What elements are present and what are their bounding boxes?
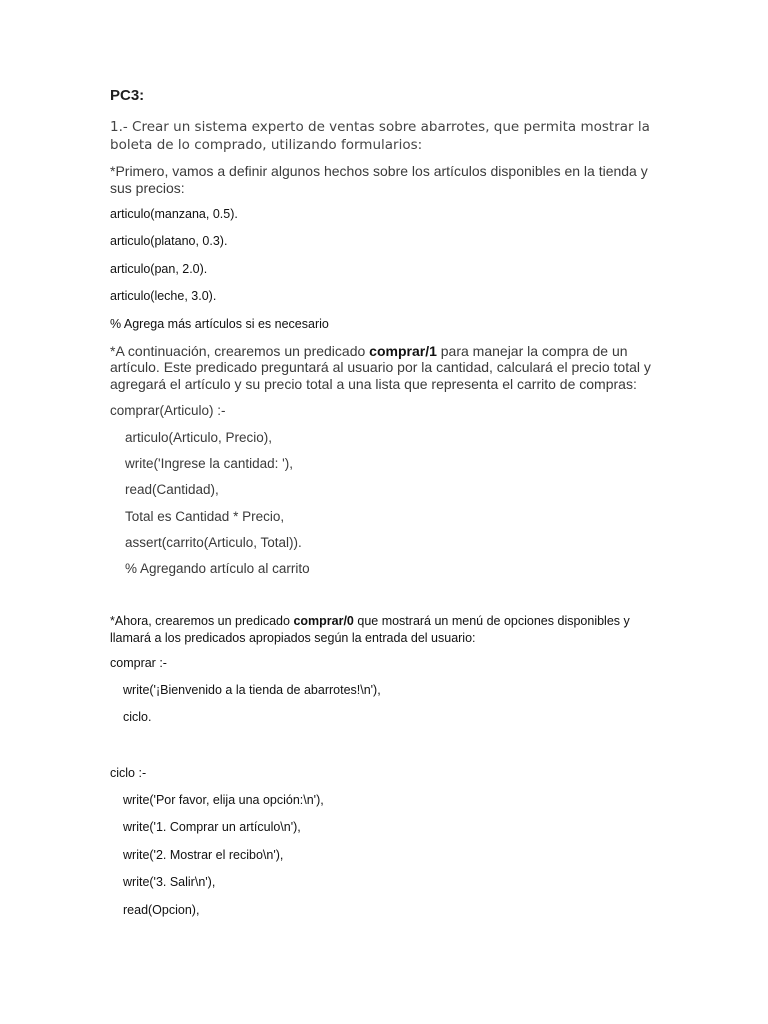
ciclo-line: write('1. Comprar un artículo\n'), [123, 820, 301, 835]
comprar1-comment: % Agregando artículo al carrito [125, 561, 310, 577]
comprar0-line: ciclo. [123, 710, 152, 725]
comprar0-line: write('¡Bienvenido a la tienda de abarrotes!\n'), [123, 682, 381, 697]
ciclo-head: ciclo :- [110, 765, 147, 780]
step1-paragraph: *Primero, vamos a definir algunos hechos sobre los artículos disponibles en la tienda y sus precios: [110, 163, 648, 196]
comprar1-line: Total es Cantidad * Precio, [125, 508, 285, 524]
intro-paragraph: 1.- Crear un sistema experto de ventas sobre abarrotes, que permita mostrar la boleta de lo comprado, utilizando formularios: [110, 119, 650, 153]
facts-comment: % Agrega más artículos si es necesario [110, 316, 329, 331]
comprar1-head: comprar(Articulo) :- [110, 403, 226, 419]
ciclo-line: write('3. Salir\n'), [123, 875, 216, 890]
step3-text-after: que mostrará un menú de opciones disponibles y llamará a los predicados apropiados según la entrada del usuario: [110, 613, 630, 645]
blank-line [110, 737, 670, 765]
fact-line: articulo(platano, 0.3). [110, 234, 228, 249]
comprar0-head: comprar :- [110, 655, 167, 670]
step3-paragraph [110, 613, 670, 647]
fact-line: articulo(leche, 3.0). [110, 289, 217, 304]
comprar1-line: read(Cantidad), [125, 482, 219, 498]
step2-text-after: para manejar la compra de un artículo. Este predicado preguntará al usuario por la cantidad, calculará el precio total y agregará el artículo y su precio total a una lista que representa el carrito de compras: [110, 342, 651, 392]
comprar1-line: assert(carrito(Articulo, Total)). [125, 534, 302, 550]
ciclo-line: write('2. Mostrar el recibo\n'), [123, 847, 284, 862]
comprar1-line: articulo(Articulo, Precio), [125, 429, 273, 445]
comprar1-line: write('Ingrese la cantidad: '), [125, 456, 293, 472]
fact-line: articulo(pan, 2.0). [110, 261, 208, 276]
step3-text-before: *Ahora, crearemos un predicado [110, 613, 294, 628]
step2-text-before: *A continuación, crearemos un predicado [110, 342, 370, 359]
document-title: PC3: [110, 87, 145, 104]
blank-line [110, 587, 670, 613]
document-content [110, 86, 670, 929]
ciclo-line: read(Opcion), [123, 902, 200, 917]
ciclo-line: write('Por favor, elija una opción:\n'), [123, 793, 324, 808]
fact-line: articulo(manzana, 0.5). [110, 207, 238, 221]
step2-predicate: comprar/1 [369, 342, 437, 359]
step2-paragraph [110, 343, 670, 393]
step3-predicate: comprar/0 [293, 613, 354, 628]
